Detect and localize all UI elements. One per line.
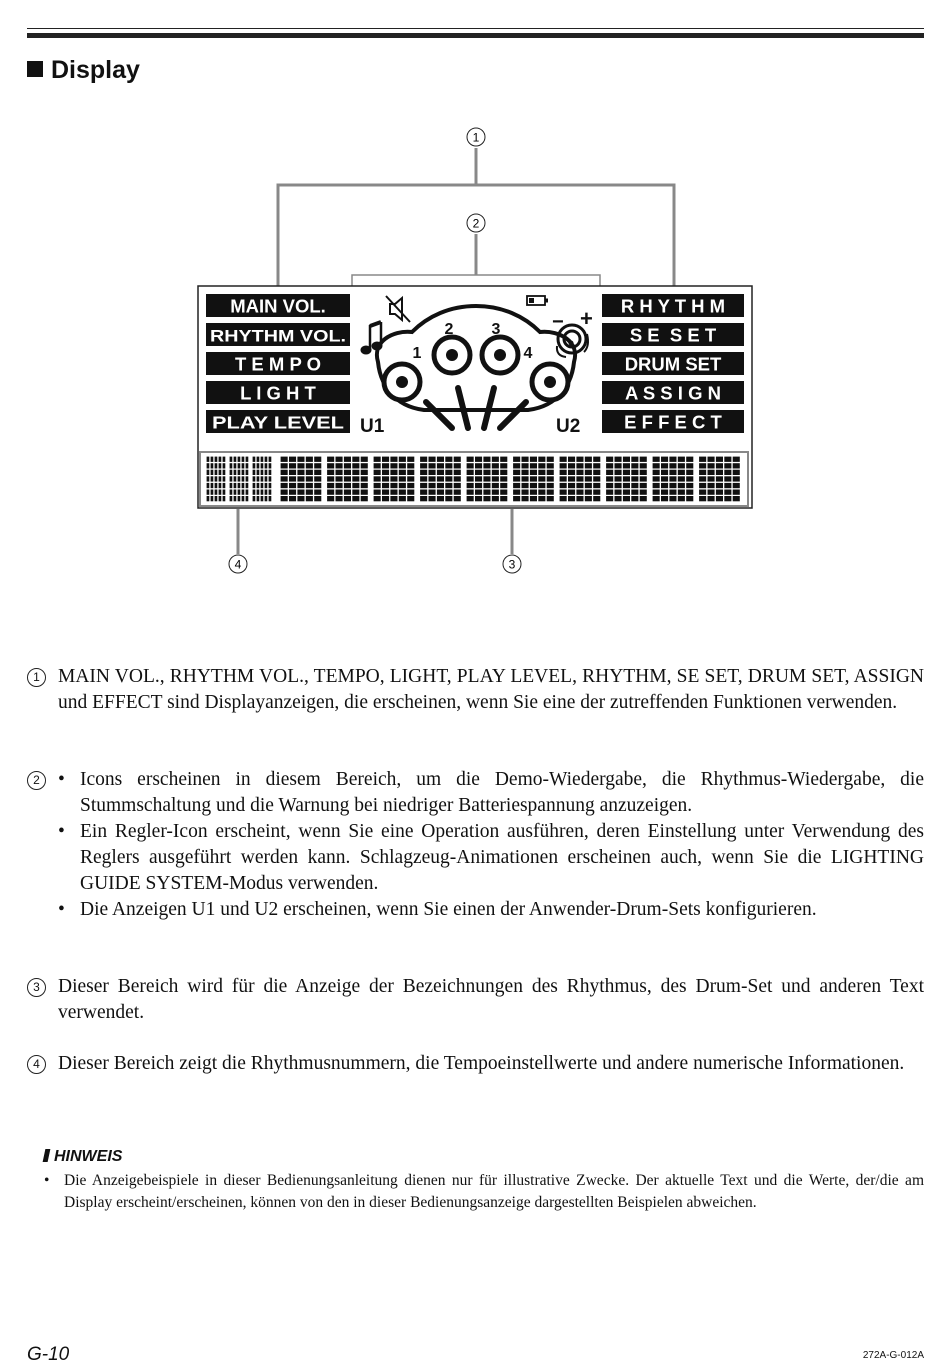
list-item: • Ein Regler-Icon erscheint, wenn Sie eine Operation ausführen, deren Einstellung unter Verwendung des Reglers ausgeführt werden kann. Schlagzeug-Animationen erscheinen auch, wenn Sie die LIGHTING GUIDE SYSTEM-Modus verwenden. [58,821,924,894]
u2-indicator: U2 [556,416,581,437]
pad-number-4: 4 [523,345,533,362]
label-effect [602,410,744,433]
item-2-number: 2 [27,771,46,790]
matrix-cell [327,457,368,502]
numeric-dot-matrix [207,457,272,502]
label-light-text: L I G H T [240,382,316,404]
item-3-number: 3 [27,978,46,997]
matrix-cell [513,457,554,502]
label-rhythm-text: R H Y T H M [620,295,726,317]
pad-number-3: 3 [491,321,501,338]
top-rule-thick [27,33,924,38]
u1-indicator: U1 [360,416,385,437]
right-indicator-labels [602,294,744,433]
pad-number-1: 1 [412,345,422,362]
label-play-level-text: PLAY LEVEL [212,412,345,433]
dial-minus-icon: − [552,311,564,333]
pad-4 [532,364,568,400]
callout-3 [503,555,521,573]
item-3 [27,974,924,1026]
label-main-vol [206,294,350,317]
item-2-bullet-2: Ein Regler-Icon erscheint, wenn Sie eine Operation ausführen, deren Einstellung unter Verwendung des Reglers ausgeführt werden kann. Schlagzeug-Animationen erscheinen auch, wenn Sie die LIGHTING GUIDE SYSTEM-Modus verwenden. [80,821,924,894]
low-battery-icon [527,296,548,305]
label-tempo [206,352,350,375]
label-effect-text: E F F E C T [624,411,722,433]
callout-3-label: 3 [508,557,516,572]
note-text: Die Anzeigebeispiele in dieser Bedienungsanleitung dienen nur für illustrative Zwecke. Der aktuelle Text und die Werte, der/die am Display erscheint/erscheinen, können von den in dieser Bedienungsanzeige dargestellten Beispielen abweichen. [64,1172,924,1211]
pad-1 [384,364,420,400]
label-main-vol-text: MAIN VOL. [230,295,326,317]
left-indicator-labels [206,294,350,433]
label-assign-text: A S S I G N [625,382,721,404]
item-1 [27,664,924,716]
matrix-cell [699,457,740,502]
list-item: • Die Anzeigen U1 und U2 erscheinen, wenn Sie einen der Anwender-Drum-Sets konfigurieren. [58,899,817,920]
item-1-number: 1 [27,668,46,687]
pad-number-2: 2 [444,321,454,338]
label-se-set-text: S E S E T [629,324,717,346]
top-rule-thin [27,28,924,29]
item-4 [27,1051,924,1077]
label-tempo-text: T E M P O [234,353,322,375]
item-2-bullet-3: Die Anzeigen U1 und U2 erscheinen, wenn Sie einen der Anwender-Drum-Sets konfigurieren. [80,899,817,920]
callout-2 [467,214,485,232]
note-heading [44,1148,122,1166]
square-bullet-icon [27,61,43,77]
matrix-cell [281,457,322,502]
label-drum-set [602,352,744,375]
item-3-text: Dieser Bereich wird für die Anzeige der Bezeichnungen des Rhythmus, des Drum-Set und anderen Text verwendet. [58,976,924,1023]
item-1-text: MAIN VOL., RHYTHM VOL., TEMPO, LIGHT, PLAY LEVEL, RHYTHM, SE SET, DRUM SET, ASSIGN und EFFECT sind Displayanzeigen, die erscheinen, wenn Sie eine der zutreffenden Funktionen verwenden. [58,666,924,713]
matrix-cell [653,457,694,502]
item-4-number: 4 [27,1055,46,1074]
section-title: Display [51,56,140,84]
matrix-cell [374,457,415,502]
matrix-cell [606,457,647,502]
pad-2 [434,337,470,373]
callout-4-label: 4 [234,557,242,572]
page-number: G-10 [27,1344,70,1365]
label-light [206,381,350,404]
callout-1-label: 1 [472,130,480,145]
document-code: 272A-G-012A [862,1350,924,1361]
section-heading [27,56,140,85]
callout-4 [229,555,247,573]
note-marker-icon [43,1149,51,1162]
label-se-set [602,323,744,346]
item-2-bullet-1: Icons erscheinen in diesem Bereich, um die Demo-Wiedergabe, die Rhythmus-Wiedergabe, die Stummschaltung und die Warnung bei niedriger Batteriespannung anzuzeigen. [80,769,924,816]
note-body: • Die Anzeigebeispiele in dieser Bedienungsanleitung dienen nur für illustrative Zwecke. Der aktuelle Text und die Werte, der/die am Display erscheint/erscheinen, können von den in dieser Bedienungsanzeige dargestellten Beispielen abweichen. [44,1170,924,1214]
list-item: • Icons erscheinen in diesem Bereich, um die Demo-Wiedergabe, die Rhythmus-Wiedergabe, die Stummschaltung und die Warnung bei niedriger Batteriespannung anzuzeigen. [58,769,924,816]
callout-1 [467,128,485,146]
matrix-cell [560,457,601,502]
item-2 [27,767,924,923]
label-drum-set-text: DRUM SET [624,353,722,375]
dial-plus-icon: + [580,306,593,331]
label-assign [602,381,744,404]
label-play-level [206,410,350,433]
matrix-cell [420,457,461,502]
lcd-display-diagram [0,110,950,590]
item-2-bullets [58,767,924,923]
matrix-cell [467,457,508,502]
label-rhythm-vol-text: RHYTHM VOL. [210,326,346,346]
label-rhythm-vol [206,323,350,346]
label-rhythm [602,294,744,317]
callout-2-label: 2 [472,216,480,231]
note-title: HINWEIS [54,1148,123,1165]
item-4-text: Dieser Bereich zeigt die Rhythmusnummern, die Tempoeinstellwerte und andere numerische Informationen. [58,1053,905,1074]
pad-3 [482,337,518,373]
